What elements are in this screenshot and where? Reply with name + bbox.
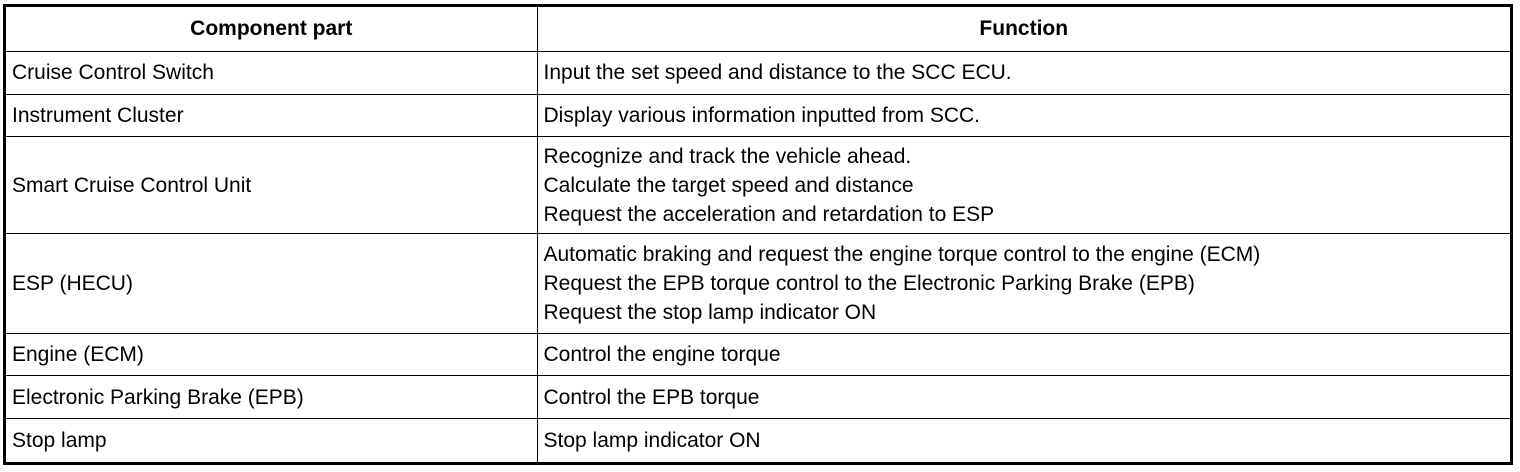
header-function: Function xyxy=(537,7,1510,51)
function-cell xyxy=(537,94,1510,137)
header-component-part: Component part xyxy=(6,7,537,51)
component-cell: Engine (ECM) xyxy=(6,333,537,376)
function-cell xyxy=(537,51,1510,94)
function-cell xyxy=(537,333,1510,376)
table-row xyxy=(6,94,1510,137)
table-row xyxy=(6,51,1510,94)
table-row xyxy=(6,333,1510,376)
table-header-row xyxy=(6,7,1510,51)
function-line: Calculate the target speed and distance xyxy=(543,173,914,197)
component-cell: Smart Cruise Control Unit xyxy=(6,137,537,233)
component-cell: Stop lamp xyxy=(6,419,537,462)
table-row xyxy=(6,376,1510,419)
table-row xyxy=(6,137,1510,233)
table-row xyxy=(6,419,1510,462)
function-line: Stop lamp indicator ON xyxy=(543,429,761,453)
function-cell xyxy=(537,137,1510,233)
function-cell xyxy=(537,376,1510,419)
component-cell: ESP (HECU) xyxy=(6,233,537,333)
table-row xyxy=(6,233,1510,333)
component-cell: Instrument Cluster xyxy=(6,94,537,137)
table xyxy=(6,7,1510,462)
function-line: Request the acceleration and retardation to ESP xyxy=(543,202,995,226)
function-line: Recognize and track the vehicle ahead. xyxy=(543,144,912,168)
component-cell: Cruise Control Switch xyxy=(6,51,537,94)
function-cell xyxy=(537,233,1510,333)
function-line: Request the stop lamp indicator ON xyxy=(543,300,877,324)
function-line: Input the set speed and distance to the SCC ECU. xyxy=(543,61,1012,85)
function-line: Control the EPB torque xyxy=(543,385,760,409)
function-line: Control the engine torque xyxy=(543,342,781,366)
function-line: Request the EPB torque control to the Electronic Parking Brake (EPB) xyxy=(543,271,1195,295)
function-line: Display various information inputted from SCC. xyxy=(543,103,981,127)
function-cell xyxy=(537,419,1510,462)
function-line: Automatic braking and request the engine torque control to the engine (ECM) xyxy=(543,242,1261,266)
component-function-table xyxy=(3,4,1513,465)
component-cell: Electronic Parking Brake (EPB) xyxy=(6,376,537,419)
